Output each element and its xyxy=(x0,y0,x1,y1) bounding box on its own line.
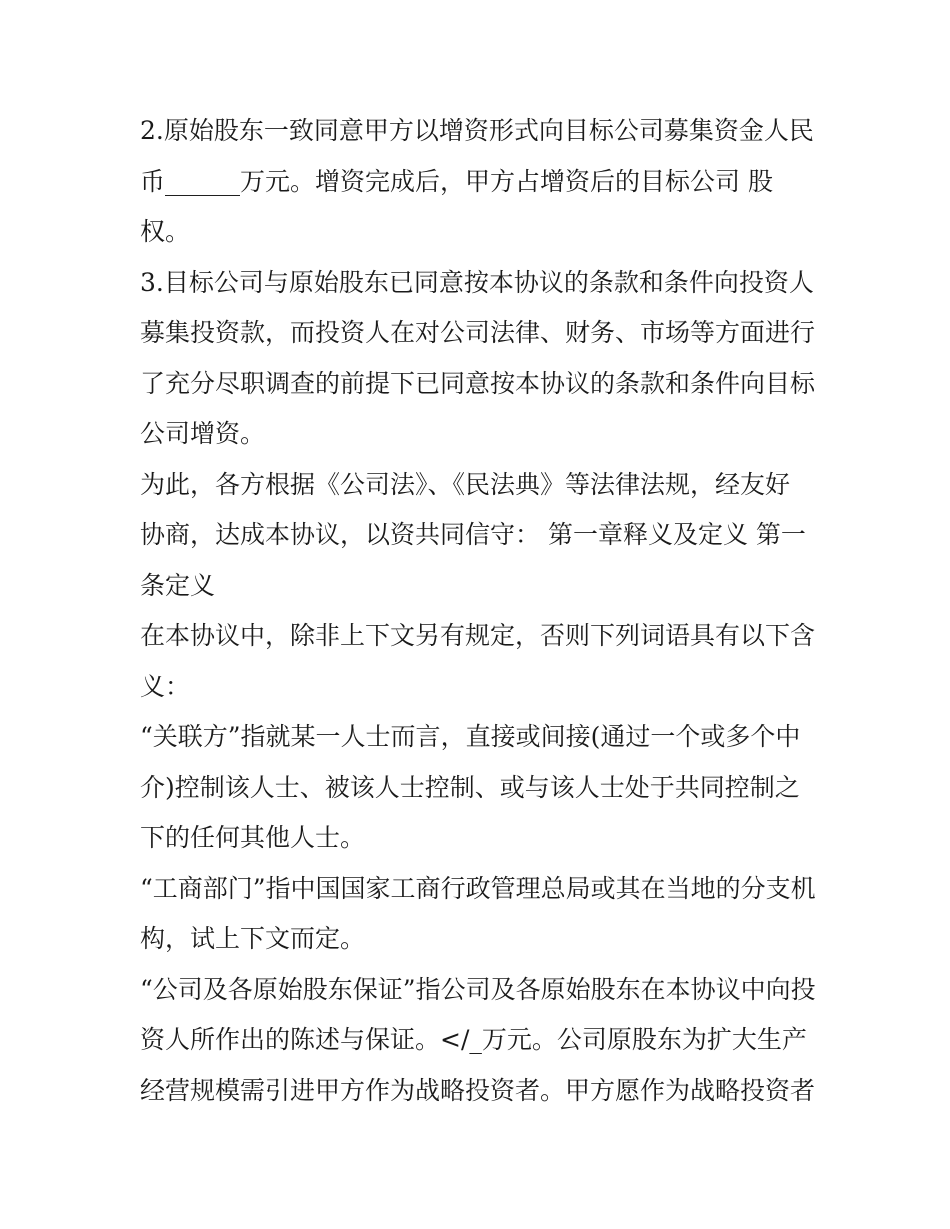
text-line: 币______万元。增资完成后，甲方占增资后的目标公司 股 xyxy=(140,166,773,196)
text-line: 下的任何其他人士。 xyxy=(140,823,366,852)
text-line: 2.原始股东一致同意甲方以增资形式向目标公司募集资金人民 xyxy=(140,116,814,145)
text-line: 义： xyxy=(140,671,191,701)
text-line: 经营规模需引进甲方作为战略投资者。甲方愿作为战略投资者 xyxy=(140,1075,816,1105)
text-line: 为此，各方根据《公司法》、《民法典》等法律法规，经友好 xyxy=(140,469,791,499)
text-line: 协商，达成本协议，以资共同信守： 第一章释义及定义 第一 xyxy=(140,520,806,549)
text-line: 介)控制该人士、被该人士控制、或与该人士处于共同控制之 xyxy=(140,772,800,802)
text-line: “关联方”指就某一人士而言，直接或间接(通过一个或多个中 xyxy=(140,722,801,751)
text-line: 募集投资款，而投资人在对公司法律、财务、市场等方面进行 xyxy=(140,318,816,347)
text-line: “公司及各原始股东保证”指公司及各原始股东在本协议中向投 xyxy=(140,974,816,1004)
text-line: 条定义 xyxy=(140,570,216,600)
text-line: 资人所作出的陈述与保证。</_万元。公司原股东为扩大生产 xyxy=(140,1025,807,1054)
text-line: 构，试上下文而定。 xyxy=(140,924,366,953)
text-line: 3.目标公司与原始股东已同意按本协议的条款和条件向投资人 xyxy=(140,267,814,297)
text-line: 在本协议中，除非上下文另有规定，否则下列词语具有以下含 xyxy=(140,621,816,650)
text-line: 权。 xyxy=(140,217,191,246)
text-line: 公司增资。 xyxy=(140,419,266,448)
text-line: 了充分尽职调查的前提下已同意按本协议的条款和条件向目标 xyxy=(140,368,816,398)
text-line: “工商部门”指中国国家工商行政管理总局或其在当地的分支机 xyxy=(140,873,816,903)
body-text xyxy=(140,106,820,1116)
